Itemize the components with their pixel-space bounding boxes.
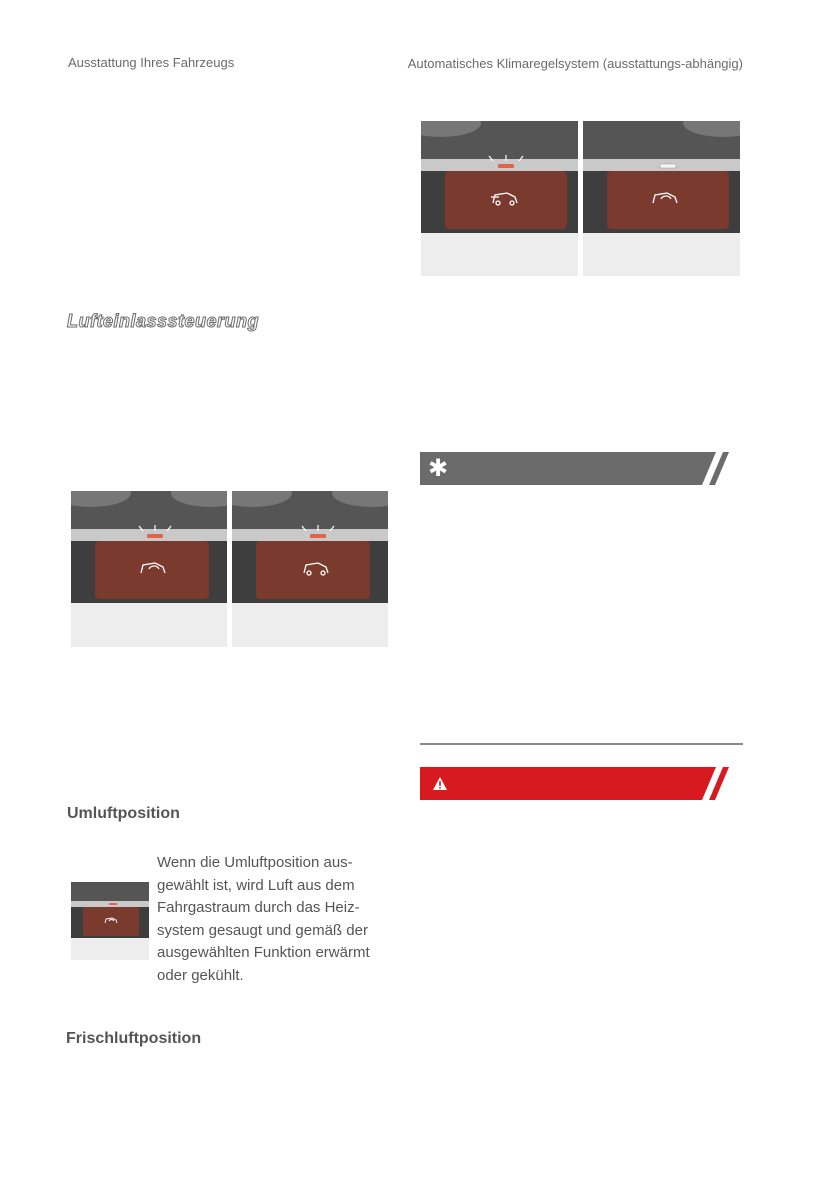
heading-umluftposition: Umluftposition — [67, 805, 180, 822]
figure-manual-panel-right — [232, 491, 388, 647]
section-title: Lufteinlasssteuerung — [67, 311, 260, 331]
umluft-description: Wenn die Umluftposition aus-gewählt ist, wird Luft aus dem Fahrgastraum durch das Heiz-system gesaugt und gemäß der ausgewählten Funktion erwärmt oder gekühlt. — [157, 854, 370, 984]
note-end-rule — [420, 743, 743, 745]
heading-frischluftposition: Frischluftposition — [66, 1030, 202, 1047]
page-header-left: Ausstattung Ihres Fahrzeugs — [68, 55, 235, 70]
figure-manual-panel-left — [71, 491, 227, 647]
warning-bar — [420, 767, 743, 800]
figure-umluft-thumbnail — [71, 882, 149, 960]
page-header-right: Automatisches Klimaregelsystem (ausstattungs-abhängig) — [407, 56, 743, 71]
figure-auto-panel-left — [421, 121, 578, 276]
note-asterisk-icon: ✱ — [428, 454, 449, 482]
warning-triangle-icon — [433, 777, 447, 790]
figure-auto-panel-right — [583, 121, 740, 276]
note-bar — [420, 452, 743, 485]
